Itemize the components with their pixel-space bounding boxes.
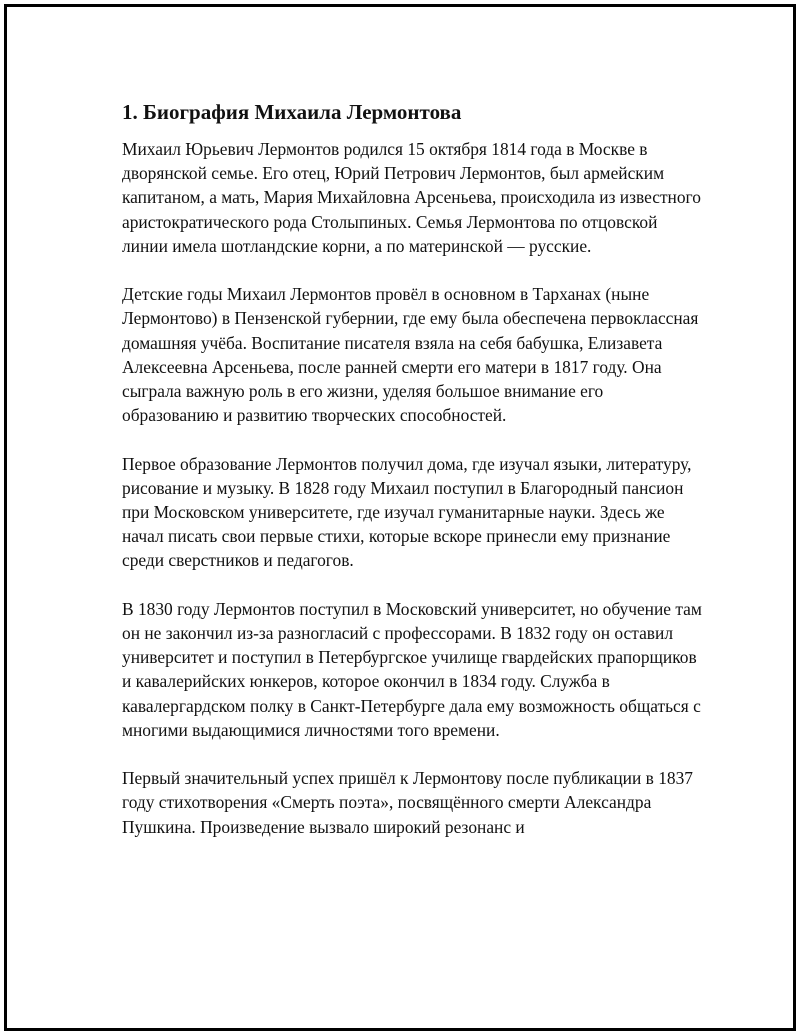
- document-body: [122, 99, 702, 863]
- paragraph-first-success: Первый значительный успех пришёл к Лермонтову после публикации в 1837 году стихотворения «Смерть поэта», посвящённого смерти Александра Пушкина. Произведение вызвало широкий резонанс и: [122, 768, 693, 837]
- page-title: 1. Биография Михаила Лермонтова: [122, 100, 462, 124]
- paragraph-university: В 1830 году Лермонтов поступил в Московский университет, но обучение там он не закончил из-за разногласий с профессорами. В 1832 году он оставил университет и поступил в Петербургское училище гвардейских прапорщиков и кавалерийских юнкеров, которое окончил в 1834 году. Служба в кавалергардском полку в Санкт-Петербурге дала ему возможность общаться с многими выдающимися личностями того времени.: [122, 598, 702, 740]
- paragraph-education: Первое образование Лермонтов получил дома, где изучал языки, литературу, рисование и музыку. В 1828 году Михаил поступил в Благородный пансион при Московском университете, где изучал гуманитарные науки. Здесь же начал писать свои первые стихи, которые вскоре принесли ему признание среди сверстников и педагогов.: [122, 453, 692, 571]
- page-frame: [4, 4, 796, 1031]
- paragraph-childhood: Детские годы Михаил Лермонтов провёл в основном в Тарханах (ныне Лермонтово) в Пензенской губернии, где ему была обеспечена первоклассная домашняя учёба. Воспитание писателя взяла на себя бабушка, Елизавета Алексеевна Арсеньева, после ранней смерти его матери в 1817 году. Она сыграла важную роль в его жизни, уделяя большое внимание его образованию и развитию творческих способностей.: [122, 284, 699, 426]
- paragraph-birth: Михаил Юрьевич Лермонтов родился 15 октября 1814 года в Москве в дворянской семье. Его отец, Юрий Петрович Лермонтов, был армейским капитаном, а мать, Мария Михайловна Арсеньева, происходила из известного аристократического рода Столыпиных. Семья Лермонтова по отцовской линии имела шотландские корни, а по материнской — русские.: [122, 139, 701, 256]
